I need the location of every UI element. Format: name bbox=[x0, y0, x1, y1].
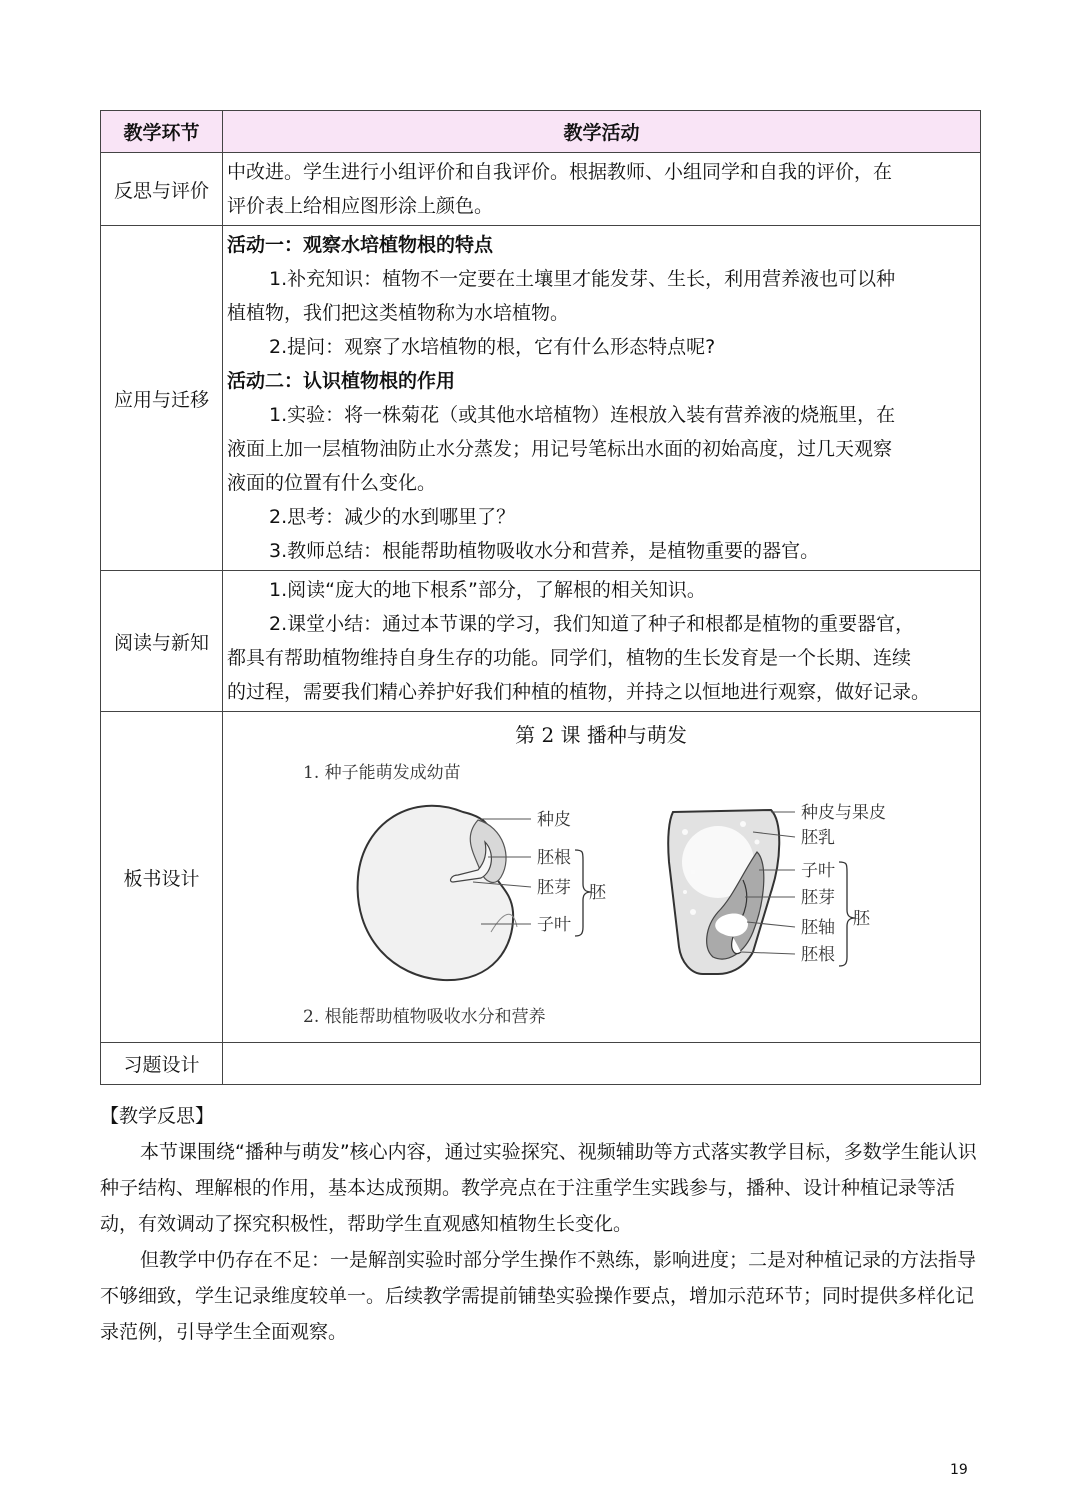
activity-line: 液面上加一层植物油防止水分蒸发；用记号笔标出水面的初始高度，过几天观察 bbox=[227, 438, 893, 460]
activity-cell bbox=[223, 571, 981, 712]
activity-cell bbox=[223, 153, 981, 226]
table-row bbox=[101, 153, 981, 226]
board-title: 第 2 课 播种与萌发 bbox=[515, 723, 687, 747]
stage-cell: 应用与迁移 bbox=[101, 226, 223, 571]
table-row bbox=[101, 226, 981, 571]
stage-cell: 板书设计 bbox=[101, 712, 223, 1043]
reflection-paragraph: 本节课围绕“播种与萌发”核心内容，通过实验探究、视频辅助等方式落实教学目标，多数学生能认识种子结构、理解根的作用，基本达成预期。教学亮点在于注重学生实践参与，播种、设计种植记录等活动，有效调动了探究积极性，帮助学生直观感知植物生长变化。 bbox=[100, 1141, 977, 1235]
activity-line: 1.实验：将一株菊花（或其他水培植物）连根放入装有营养液的烧瓶里，在 bbox=[269, 404, 896, 426]
table-row bbox=[101, 1043, 981, 1085]
bean-label: 胚芽 bbox=[537, 878, 571, 898]
header-activity: 教学活动 bbox=[223, 111, 981, 153]
activity-line: 都具有帮助植物维持自身生存的功能。同学们，植物的生长发育是一个长期、连续 bbox=[227, 647, 912, 669]
reflection-heading: 【教学反思】 bbox=[100, 1105, 215, 1127]
stage-cell: 反思与评价 bbox=[101, 153, 223, 226]
corn-group-label: 胚 bbox=[853, 909, 870, 929]
bean-seed-illustration bbox=[358, 806, 517, 980]
activity-line: 3.教师总结：根能帮助植物吸收水分和营养，是植物重要的器官。 bbox=[269, 540, 820, 562]
corn-label: 胚芽 bbox=[801, 888, 835, 908]
exercise-cell bbox=[223, 1043, 981, 1085]
board-point-2: 2. 根能帮助植物吸收水分和营养 bbox=[303, 1007, 546, 1027]
activity-heading: 活动一：观察水培植物根的特点 bbox=[227, 234, 494, 256]
corn-label: 种皮与果皮 bbox=[801, 803, 886, 823]
table-header-row bbox=[101, 111, 981, 153]
stage-cell: 阅读与新知 bbox=[101, 571, 223, 712]
activity-heading: 活动二：认识植物根的作用 bbox=[227, 370, 456, 392]
header-stage: 教学环节 bbox=[101, 111, 223, 153]
bean-label: 胚根 bbox=[537, 848, 571, 868]
activity-cell bbox=[223, 226, 981, 571]
board-design-cell bbox=[223, 712, 981, 1043]
activity-line: 1.阅读“庞大的地下根系”部分，了解根的相关知识。 bbox=[269, 579, 706, 601]
table-row bbox=[101, 571, 981, 712]
activity-line: 的过程，需要我们精心养护好我们种植的植物，并持之以恒地进行观察，做好记录。 bbox=[227, 681, 931, 703]
activity-line: 中改进。学生进行小组评价和自我评价。根据教师、小组同学和自我的评价，在 bbox=[227, 161, 893, 183]
page-number: 19 bbox=[950, 1462, 968, 1478]
corn-label: 子叶 bbox=[801, 861, 835, 881]
bean-label: 种皮 bbox=[537, 810, 571, 830]
table-row bbox=[101, 712, 981, 1043]
board-diagram bbox=[223, 712, 979, 1042]
bean-group-label: 胚 bbox=[589, 883, 606, 903]
reflection-paragraph: 但教学中仍存在不足：一是解剖实验时部分学生操作不熟练，影响进度；二是对种植记录的方法指导不够细致，学生记录维度较单一。后续教学需提前铺垫实验操作要点，增加示范环节；同时提供多样化记录范例，引导学生全面观察。 bbox=[100, 1249, 977, 1343]
activity-line: 液面的位置有什么变化。 bbox=[227, 472, 437, 494]
activity-line: 2.提问：观察了水培植物的根，它有什么形态特点呢? bbox=[269, 336, 716, 358]
bean-label: 子叶 bbox=[537, 915, 571, 935]
corn-label: 胚根 bbox=[801, 945, 835, 965]
activity-line: 2.课堂小结：通过本节课的学习，我们知道了种子和根都是植物的重要器官， bbox=[269, 613, 915, 635]
activity-line: 2.思考：减少的水到哪里了？ bbox=[269, 506, 516, 528]
stage-cell: 习题设计 bbox=[101, 1043, 223, 1085]
corn-label: 胚轴 bbox=[801, 918, 835, 938]
reflection-section bbox=[100, 1098, 980, 1350]
activity-line: 植植物，我们把这类植物称为水培植物。 bbox=[227, 302, 570, 324]
activity-line: 评价表上给相应图形涂上颜色。 bbox=[227, 195, 494, 217]
board-point-1: 1. 种子能萌发成幼苗 bbox=[303, 763, 461, 783]
lesson-table bbox=[100, 110, 981, 1085]
corn-kernel-illustration bbox=[668, 810, 779, 974]
corn-label: 胚乳 bbox=[801, 828, 835, 848]
activity-line: 1.补充知识：植物不一定要在土壤里才能发芽、生长，利用营养液也可以种 bbox=[269, 268, 896, 290]
